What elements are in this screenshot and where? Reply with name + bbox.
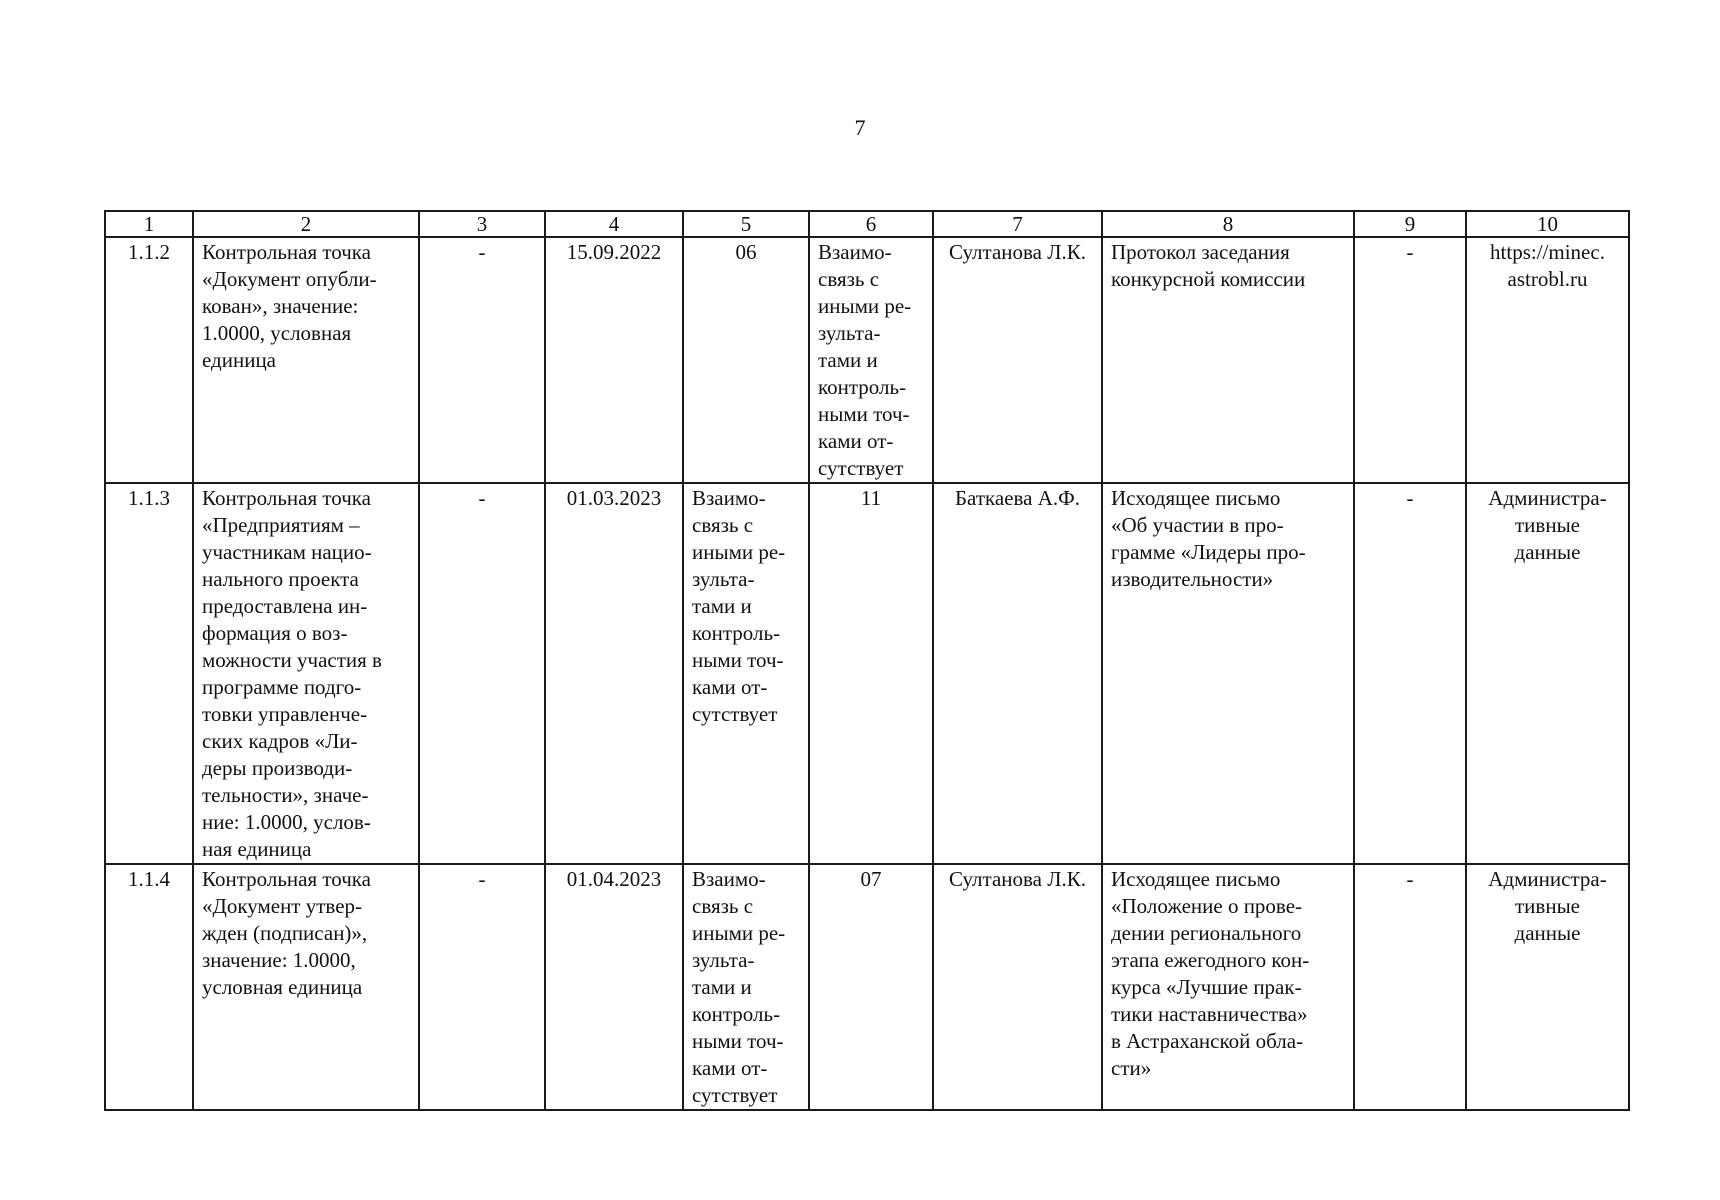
column-3-cell: - <box>419 483 545 864</box>
column-5-cell: Взаимо- связь с иными ре- зульта- тами и контроль- ными точ- ками от- сутствует <box>683 864 809 1110</box>
column-6-cell: Взаимо- связь с иными ре- зульта- тами и контроль- ными точ- ками от- сутствует <box>809 237 933 483</box>
source-cell: Администра- тивные данные <box>1466 864 1629 1110</box>
table-row <box>105 237 1629 483</box>
column-header-6: 6 <box>809 211 933 237</box>
column-header-8: 8 <box>1102 211 1354 237</box>
row-number-cell: 1.1.3 <box>105 483 193 864</box>
column-header-4: 4 <box>545 211 683 237</box>
document-cell: Исходящее письмо «Об участии в про- грамме «Лидеры про- изводительности» <box>1102 483 1354 864</box>
column-header-7: 7 <box>933 211 1102 237</box>
source-cell: Администра- тивные данные <box>1466 483 1629 864</box>
column-9-cell: - <box>1354 864 1466 1110</box>
row-number-cell: 1.1.2 <box>105 237 193 483</box>
column-header-3: 3 <box>419 211 545 237</box>
column-header-1: 1 <box>105 211 193 237</box>
control-points-table <box>104 210 1630 1111</box>
header-row <box>105 211 1629 237</box>
source-cell: https://minec. astrobl.ru <box>1466 237 1629 483</box>
date-cell: 15.09.2022 <box>545 237 683 483</box>
control-point-name-cell: Контрольная точка «Документ опубли- кован», значение: 1.0000, условная единица <box>193 237 419 483</box>
row-number-cell: 1.1.4 <box>105 864 193 1110</box>
column-header-5: 5 <box>683 211 809 237</box>
column-3-cell: - <box>419 237 545 483</box>
responsible-cell: Султанова Л.К. <box>933 864 1102 1110</box>
column-header-10: 10 <box>1466 211 1629 237</box>
date-cell: 01.04.2023 <box>545 864 683 1110</box>
document-cell: Исходящее письмо «Положение о прове- дении регионального этапа ежегодного кон- курса «Лучшие прак- тики наставничества» в Астраханской обла- сти» <box>1102 864 1354 1110</box>
date-cell: 01.03.2023 <box>545 483 683 864</box>
page-number: 7 <box>854 115 866 140</box>
column-header-2: 2 <box>193 211 419 237</box>
control-point-name-cell: Контрольная точка «Документ утвер- жден (подписан)», значение: 1.0000, условная единица <box>193 864 419 1110</box>
table-row <box>105 483 1629 864</box>
column-6-cell: 07 <box>809 864 933 1110</box>
column-3-cell: - <box>419 864 545 1110</box>
document-cell: Протокол заседания конкурсной комиссии <box>1102 237 1354 483</box>
control-point-name-cell: Контрольная точка «Предприятиям – участникам нацио- нального проекта предоставлена ин- формация о воз- можности участия в программе подго- товки управленче- ских кадров «Ли- деры производи- тельности», значе- ние: 1.0000, услов- ная единица <box>193 483 419 864</box>
table-row <box>105 864 1629 1110</box>
column-9-cell: - <box>1354 483 1466 864</box>
responsible-cell: Султанова Л.К. <box>933 237 1102 483</box>
column-6-cell: 11 <box>809 483 933 864</box>
column-header-9: 9 <box>1354 211 1466 237</box>
column-5-cell: 06 <box>683 237 809 483</box>
column-9-cell: - <box>1354 237 1466 483</box>
responsible-cell: Баткаева А.Ф. <box>933 483 1102 864</box>
column-5-cell: Взаимо- связь с иными ре- зульта- тами и контроль- ными точ- ками от- сутствует <box>683 483 809 864</box>
